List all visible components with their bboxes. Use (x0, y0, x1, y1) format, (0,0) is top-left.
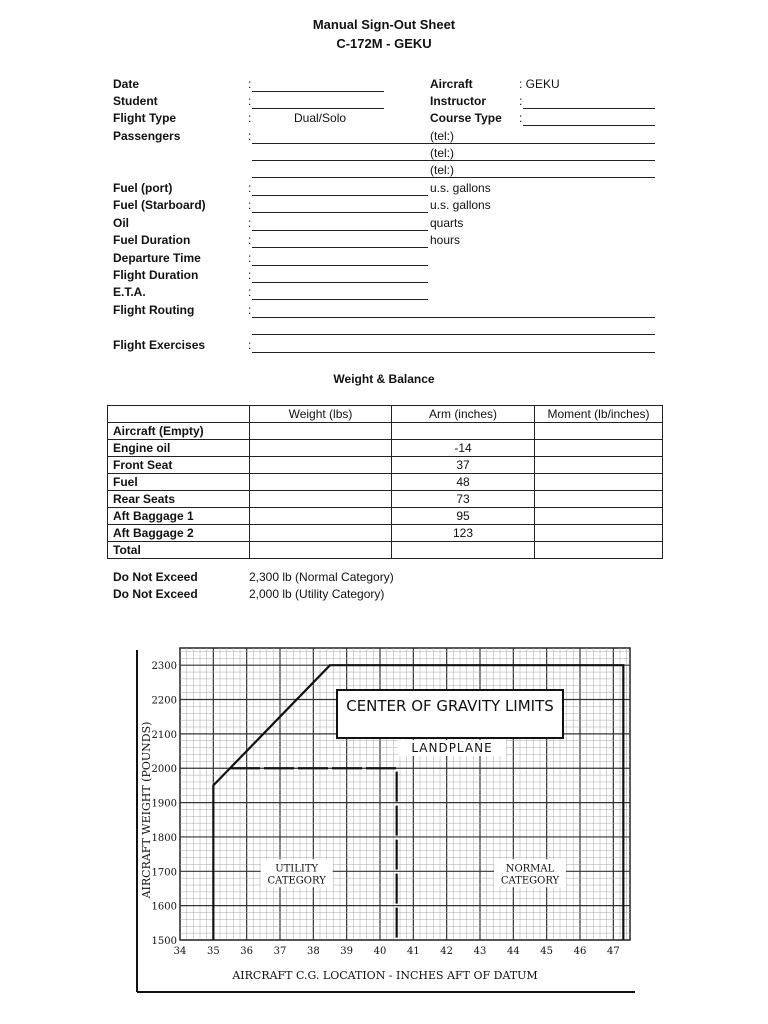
weight-cell[interactable] (250, 474, 392, 491)
flight-routing-field-2[interactable] (252, 334, 655, 335)
x-tick-label: 39 (340, 946, 354, 957)
tel-3-field[interactable] (428, 177, 655, 178)
annotation-label: NORMAL (505, 863, 555, 875)
moment-cell[interactable] (535, 525, 663, 542)
flight-routing-label: Flight Routing (113, 303, 195, 317)
weight-cell[interactable] (250, 440, 392, 457)
unit-hours: hours (430, 233, 461, 247)
eta-label: E.T.A. (113, 285, 146, 299)
table-header-row (108, 406, 663, 423)
course-type-field[interactable] (523, 125, 655, 126)
colon: : (248, 111, 252, 125)
moment-cell[interactable] (535, 457, 663, 474)
tel-label: (tel:) (430, 129, 454, 143)
moment-cell[interactable] (535, 474, 663, 491)
moment-cell[interactable] (535, 508, 663, 525)
table-row (108, 423, 663, 440)
course-type-label: Course Type (430, 111, 502, 125)
weight-balance-heading: Weight & Balance (333, 372, 435, 386)
moment-cell[interactable] (535, 542, 663, 559)
tel-2-field[interactable] (428, 160, 655, 161)
date-label: Date (113, 77, 140, 91)
page-title: Manual Sign-Out Sheet (312, 17, 456, 32)
chart-xlabel: AIRCRAFT C.G. LOCATION - INCHES AFT OF DATUM (232, 969, 538, 982)
limit-value: 2,000 lb (Utility Category) (249, 587, 385, 601)
instructor-field[interactable] (523, 108, 655, 109)
aircraft-value: : GEKU (519, 77, 560, 91)
departure-time-field[interactable] (252, 265, 428, 266)
weight-cell[interactable] (250, 508, 392, 525)
colon: : (248, 285, 252, 299)
passenger-1-field[interactable] (252, 143, 428, 144)
student-label: Student (113, 94, 158, 108)
arm-cell (392, 423, 535, 440)
annotation-label: CATEGORY (267, 875, 326, 887)
departure-time-label: Departure Time (113, 251, 201, 265)
moment-cell[interactable] (535, 423, 663, 440)
tel-label: (tel:) (430, 163, 454, 177)
flight-duration-field[interactable] (252, 282, 428, 283)
table-row (108, 440, 663, 457)
x-tick-label: 42 (440, 946, 454, 957)
moment-cell[interactable] (535, 440, 663, 457)
colon: : (519, 94, 523, 108)
chart-ylabel: AIRCRAFT WEIGHT (POUNDS) (140, 721, 153, 899)
chart-title: CENTER OF GRAVITY LIMITS (346, 697, 554, 715)
column-header: Weight (lbs) (250, 406, 392, 423)
y-tick-label: 1800 (151, 832, 177, 844)
arm-cell: 37 (392, 457, 535, 474)
x-tick-label: 36 (240, 946, 254, 957)
fuel-duration-label: Fuel Duration (113, 233, 191, 247)
colon: : (248, 251, 252, 265)
flight-type-value: Dual/Solo (294, 111, 347, 125)
row-item: Rear Seats (108, 491, 250, 508)
colon: : (248, 129, 252, 143)
column-header: Arm (inches) (392, 406, 535, 423)
weight-cell[interactable] (250, 525, 392, 542)
table-row (108, 474, 663, 491)
row-item: Front Seat (108, 457, 250, 474)
passenger-3-field[interactable] (252, 177, 428, 178)
y-tick-label: 1500 (151, 936, 177, 947)
fuel-port-label: Fuel (port) (113, 181, 173, 195)
row-item: Fuel (108, 474, 250, 491)
column-header: Moment (lb/inches) (535, 406, 663, 423)
x-tick-label: 34 (173, 946, 187, 957)
weight-cell[interactable] (250, 542, 392, 559)
row-item: Aircraft (Empty) (108, 423, 250, 440)
eta-field[interactable] (252, 299, 428, 300)
cg-limits-chart (130, 640, 640, 1000)
unit-gallons: u.s. gallons (430, 181, 491, 195)
oil-field[interactable] (252, 230, 428, 231)
colon: : (248, 268, 252, 282)
x-tick-label: 37 (273, 946, 287, 957)
y-tick-label: 1700 (151, 867, 177, 879)
colon: : (248, 198, 252, 212)
y-tick-label: 1600 (151, 901, 177, 913)
colon: : (519, 111, 523, 125)
table-row (108, 491, 663, 508)
arm-cell: 73 (392, 491, 535, 508)
student-field[interactable] (252, 108, 384, 109)
colon: : (248, 233, 252, 247)
passenger-2-field[interactable] (252, 160, 428, 161)
x-tick-label: 47 (606, 946, 620, 957)
date-field[interactable] (252, 91, 384, 92)
x-tick-label: 35 (206, 946, 220, 957)
x-tick-label: 38 (306, 946, 320, 957)
arm-cell (392, 542, 535, 559)
x-tick-label: 41 (406, 946, 420, 957)
arm-cell: -14 (392, 440, 535, 457)
colon: : (248, 303, 252, 317)
tel-1-field[interactable] (428, 143, 655, 144)
colon: : (248, 181, 252, 195)
moment-cell[interactable] (535, 491, 663, 508)
colon: : (248, 94, 252, 108)
x-tick-label: 44 (506, 946, 520, 957)
row-item: Engine oil (108, 440, 250, 457)
chart-subtitle: LANDPLANE (411, 741, 493, 755)
weight-cell[interactable] (250, 457, 392, 474)
fuel-starboard-label: Fuel (Starboard) (113, 198, 206, 212)
column-header (108, 406, 250, 423)
weight-cell[interactable] (250, 423, 392, 440)
flight-exercises-field[interactable] (252, 352, 655, 353)
row-item: Aft Baggage 1 (108, 508, 250, 525)
table-row (108, 525, 663, 542)
y-tick-label: 2000 (151, 764, 177, 776)
flight-duration-label: Flight Duration (113, 268, 199, 282)
table-row (108, 542, 663, 559)
table-row (108, 508, 663, 525)
x-tick-label: 40 (373, 946, 387, 957)
table-row (108, 457, 663, 474)
weight-balance-table (107, 405, 663, 559)
aircraft-label: Aircraft (430, 77, 473, 91)
y-tick-label: 2200 (151, 695, 177, 707)
y-tick-label: 2100 (151, 729, 177, 741)
oil-label: Oil (113, 216, 130, 230)
flight-type-label: Flight Type (113, 111, 177, 125)
colon: : (248, 338, 252, 352)
weight-cell[interactable] (250, 491, 392, 508)
colon: : (248, 216, 252, 230)
tel-label: (tel:) (430, 146, 454, 160)
annotation-label: CATEGORY (500, 875, 560, 887)
x-tick-label: 43 (473, 946, 487, 957)
arm-cell: 95 (392, 508, 535, 525)
annotation-label: UTILITY (275, 863, 319, 875)
unit-gallons: u.s. gallons (430, 198, 491, 212)
arm-cell: 123 (392, 525, 535, 542)
passengers-label: Passengers (113, 129, 181, 143)
row-item: Aft Baggage 2 (108, 525, 250, 542)
y-tick-label: 2300 (151, 661, 177, 673)
fuel-duration-field[interactable] (252, 247, 428, 248)
page-subtitle: C-172M - GEKU (336, 36, 432, 51)
row-item: Total (108, 542, 250, 559)
colon: : (248, 77, 252, 91)
x-tick-label: 46 (573, 946, 587, 957)
fuel-port-field[interactable] (252, 195, 428, 196)
fuel-starboard-field[interactable] (252, 212, 428, 213)
limit-label: Do Not Exceed (113, 570, 198, 584)
y-tick-label: 1900 (151, 798, 177, 810)
instructor-label: Instructor (430, 94, 487, 108)
flight-routing-field-1[interactable] (252, 317, 655, 318)
limit-value: 2,300 lb (Normal Category) (249, 570, 394, 584)
limit-label: Do Not Exceed (113, 587, 198, 601)
x-tick-label: 45 (540, 946, 554, 957)
flight-exercises-label: Flight Exercises (113, 338, 206, 352)
unit-quarts: quarts (430, 216, 464, 230)
arm-cell: 48 (392, 474, 535, 491)
